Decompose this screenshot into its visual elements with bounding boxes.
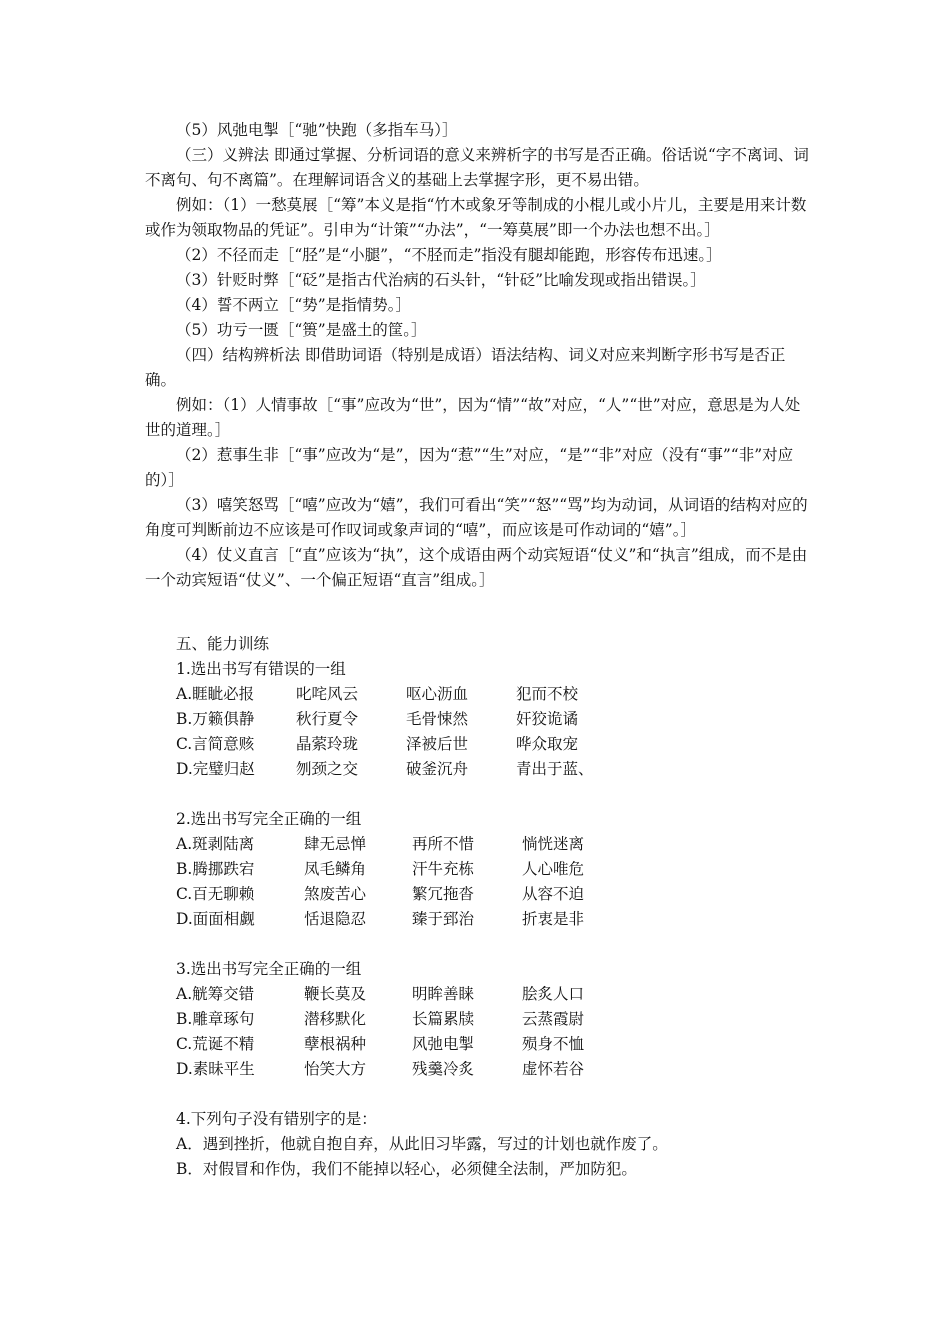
spacer xyxy=(145,1082,810,1107)
option-cell: 明眸善睐 xyxy=(412,985,475,1003)
option-cell: C.荒诞不精 xyxy=(176,1035,255,1053)
explanation-line: （5）风弛电掣［“驰”快跑（多指车马）］ xyxy=(176,121,458,139)
option-cell: 鞭长莫及 xyxy=(304,985,367,1003)
option-cell: 刎颈之交 xyxy=(296,760,359,778)
explanation-line: （5）功亏一匮［“篑”是盛土的筐。］ xyxy=(176,321,427,339)
option-row xyxy=(145,757,810,782)
option-cell: 再所不惜 xyxy=(412,835,475,853)
option-row xyxy=(145,1007,810,1032)
option-cell: 奸狡诡谲 xyxy=(516,710,579,728)
question-2 xyxy=(145,807,810,932)
explanation-line: （三）义辨法 即通过掌握、分析词语的意义来辨析字的书写是否正确。俗话说“字不离词、词不离句、句不离篇”。在理解词语含义的基础上去掌握字形，更不易出错。 xyxy=(145,146,809,189)
option-cell: 繁冗拖沓 xyxy=(412,885,475,903)
question-title: 2.选出书写完全正确的一组 xyxy=(176,810,362,828)
option-cell: 破釜沉舟 xyxy=(406,760,469,778)
option-cell: 人心唯危 xyxy=(522,860,585,878)
option-cell: B.雕章琢句 xyxy=(176,1010,255,1028)
option-cell: 肆无忌惮 xyxy=(304,835,367,853)
option-row xyxy=(145,882,810,907)
spacer xyxy=(145,593,810,618)
option-row xyxy=(145,982,810,1007)
explanation-line: （3）针贬时弊［“砭”是指古代治病的石头针，“针砭”比喻发现或指出错误。］ xyxy=(176,271,706,289)
option-row xyxy=(145,857,810,882)
option-cell: 脍炙人口 xyxy=(522,985,585,1003)
option-cell: 风弛电掣 xyxy=(412,1035,475,1053)
option-cell: D.完璧归赵 xyxy=(176,760,255,778)
explanation-line: （3）嘻笑怒骂［“嘻”应改为“嬉”，我们可看出“笑”“怒”“骂”均为动词，从词语的结构对应的角度可判断前边不应该是可作叹词或象声词的“嘻”，而应该是可作动词的“嬉”。］ xyxy=(145,496,808,539)
explanation-line: 例如：（1）一愁莫展［“筹”本义是指“竹木或象牙等制成的小棍儿或小片儿，主要是用来计数或作为领取物品的凭证”。引申为“计策”“办法”，“一筹莫展”即一个办法也想不出。］ xyxy=(145,196,807,239)
explanation-line: （2）惹事生非［“事”应改为“是”，因为“惹”“生”对应，“是”“非”对应（没有“事”“非”对应的）］ xyxy=(145,446,794,489)
option-cell: 晶萦玲珑 xyxy=(296,735,359,753)
option-cell: 青出于蓝、 xyxy=(516,760,594,778)
option-row xyxy=(145,732,810,757)
section-title: 五、能力训练 xyxy=(176,635,270,653)
question-4 xyxy=(145,1107,810,1182)
option-cell: 孽根祸种 xyxy=(304,1035,367,1053)
option-cell: 煞废苦心 xyxy=(304,885,367,903)
option-row xyxy=(145,1057,810,1082)
option-cell: 毛骨悚然 xyxy=(406,710,469,728)
option-cell: D.素昧平生 xyxy=(176,1060,255,1078)
option-cell: 汗牛充栋 xyxy=(412,860,475,878)
option-cell: D.面面相觑 xyxy=(176,910,255,928)
question-title: 4.下列句子没有错别字的是： xyxy=(176,1110,377,1128)
option-cell: 犯而不校 xyxy=(516,685,579,703)
option-cell: 殒身不恤 xyxy=(522,1035,585,1053)
option-row xyxy=(145,907,810,932)
option-cell: A.觥筹交错 xyxy=(176,985,255,1003)
explanation-line: （4）仗义直言［“直”应该为“执”，这个成语由两个动宾短语“仗义”和“执言”组成，而不是由一个动宾短语“仗义”、一个偏正短语“直言”组成。］ xyxy=(145,546,808,589)
spacer xyxy=(145,782,810,807)
option-cell: 臻于郅治 xyxy=(412,910,475,928)
question-title: 3.选出书写完全正确的一组 xyxy=(176,960,362,978)
explanation-line: （4）誓不两立［“势”是指情势。］ xyxy=(176,296,411,314)
option-cell: 泽被后世 xyxy=(406,735,469,753)
explanation-line: （四）结构辨析法 即借助词语（特别是成语）语法结构、词义对应来判断字形书写是否正确。 xyxy=(145,346,786,389)
option-cell: 潜移默化 xyxy=(304,1010,367,1028)
option-cell: 虚怀若谷 xyxy=(522,1060,585,1078)
option-cell: 残羹冷炙 xyxy=(412,1060,475,1078)
method-explanations xyxy=(145,118,810,593)
option-cell: C.百无聊赖 xyxy=(176,885,255,903)
option-cell: C.言简意赅 xyxy=(176,735,255,753)
option-cell: A.斑剥陆离 xyxy=(176,835,255,853)
spacer xyxy=(145,618,810,632)
option-cell: A.睚眦必报 xyxy=(176,685,255,703)
option-row xyxy=(145,1032,810,1057)
option-b: B．对假冒和作伪，我们不能掉以轻心，必须健全法制，严加防犯。 xyxy=(176,1160,637,1178)
option-cell: 从容不迫 xyxy=(522,885,585,903)
explanation-line: （2）不径而走［“胫”是“小腿”，“不胫而走”指没有腿却能跑，形容传布迅速。］ xyxy=(176,246,722,264)
option-cell: 恬退隐忍 xyxy=(304,910,367,928)
option-cell: 秋行夏令 xyxy=(296,710,359,728)
option-cell: 折衷是非 xyxy=(522,910,585,928)
option-row xyxy=(145,832,810,857)
spacer xyxy=(145,932,810,957)
option-cell: 哗众取宠 xyxy=(516,735,579,753)
option-row xyxy=(145,707,810,732)
option-cell: B.万籁俱静 xyxy=(176,710,255,728)
option-cell: 惝恍迷离 xyxy=(522,835,585,853)
question-title: 1.选出书写有错误的一组 xyxy=(176,660,346,678)
question-1 xyxy=(145,657,810,782)
question-3 xyxy=(145,957,810,1082)
option-cell: 云蒸霞尉 xyxy=(522,1010,585,1028)
option-cell: 凤毛鳞角 xyxy=(304,860,367,878)
option-cell: 叱咤风云 xyxy=(296,685,359,703)
option-cell: B.腾挪跌宕 xyxy=(176,860,255,878)
option-cell: 呕心沥血 xyxy=(406,685,469,703)
option-row xyxy=(145,682,810,707)
option-cell: 怡笑大方 xyxy=(304,1060,367,1078)
option-cell: 长篇累牍 xyxy=(412,1010,475,1028)
explanation-line: 例如：（1）人情事故［“事”应改为“世”，因为“情”“故”对应，“人”“世”对应，意思是为人处世的道理。］ xyxy=(145,396,801,439)
document-page xyxy=(145,118,810,1182)
option-a: A．遇到挫折，他就自抱自弃，从此旧习毕露，写过的计划也就作废了。 xyxy=(176,1135,668,1153)
